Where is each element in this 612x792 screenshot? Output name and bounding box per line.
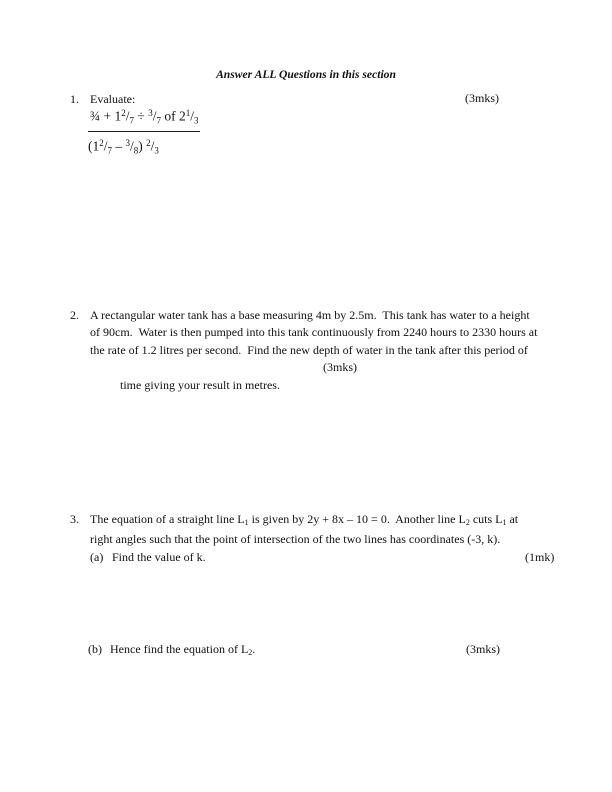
question-3-text: [90, 511, 555, 566]
question-2-line-1: A rectangular water tank has a base measuring 4m by 2.5m. This tank has water to a height: [90, 308, 530, 322]
question-2-number: 2.: [70, 308, 79, 322]
fraction-numerator: ¾ + $1^2/_7 \div ^3/_7$ of $2^1/_3$: [88, 104, 200, 132]
question-1-prompt: Evaluate:: [90, 92, 136, 106]
part-b-marks: (3mks): [466, 642, 500, 656]
question-3: [70, 511, 555, 566]
question-1-marks: (3mks): [465, 91, 499, 105]
question-1-number: 1.: [70, 92, 79, 106]
section-header: Answer ALL Questions in this section: [216, 68, 396, 81]
question-3-part-b: [88, 641, 558, 661]
question-3-line-1: The equation of a straight line $L_1$ is given by 2y + 8x – 10 = 0. Another line $L_2$ cuts $L_1$ at: [90, 512, 519, 527]
question-2-line-3: the rate of 1.2 litres per second. Find the new depth of water in the tank after this period of: [90, 342, 528, 357]
question-2-line-2: of 90cm. Water is then pumped into this tank continuously from 2240 hours to 2330 hours at: [90, 325, 538, 340]
question-3-line-2: right angles such that the point of intersection of the two lines has coordinates (-3, k).: [90, 532, 501, 547]
question-2-line-4: [90, 359, 537, 429]
part-a-text: Find the value of k.: [112, 549, 206, 564]
part-a-marks: (1mk): [525, 549, 555, 564]
question-2-marks: (3mks): [323, 360, 357, 375]
question-1-expression: [88, 104, 200, 159]
part-a-label: (a): [90, 549, 104, 564]
question-3-part-a: [90, 549, 555, 566]
part-b-label: (b): [88, 642, 102, 656]
fraction-denominator: $(1^2/_7 - ^3/_8)$ $^2/_3$: [88, 137, 159, 155]
question-2-line-4-text: time giving your result in metres.: [120, 377, 280, 392]
question-2: [70, 307, 550, 429]
question-3-number: 3.: [70, 512, 79, 526]
part-b-text: Hence find the equation of $L_2$.: [110, 642, 256, 657]
question-2-text: [90, 307, 537, 429]
